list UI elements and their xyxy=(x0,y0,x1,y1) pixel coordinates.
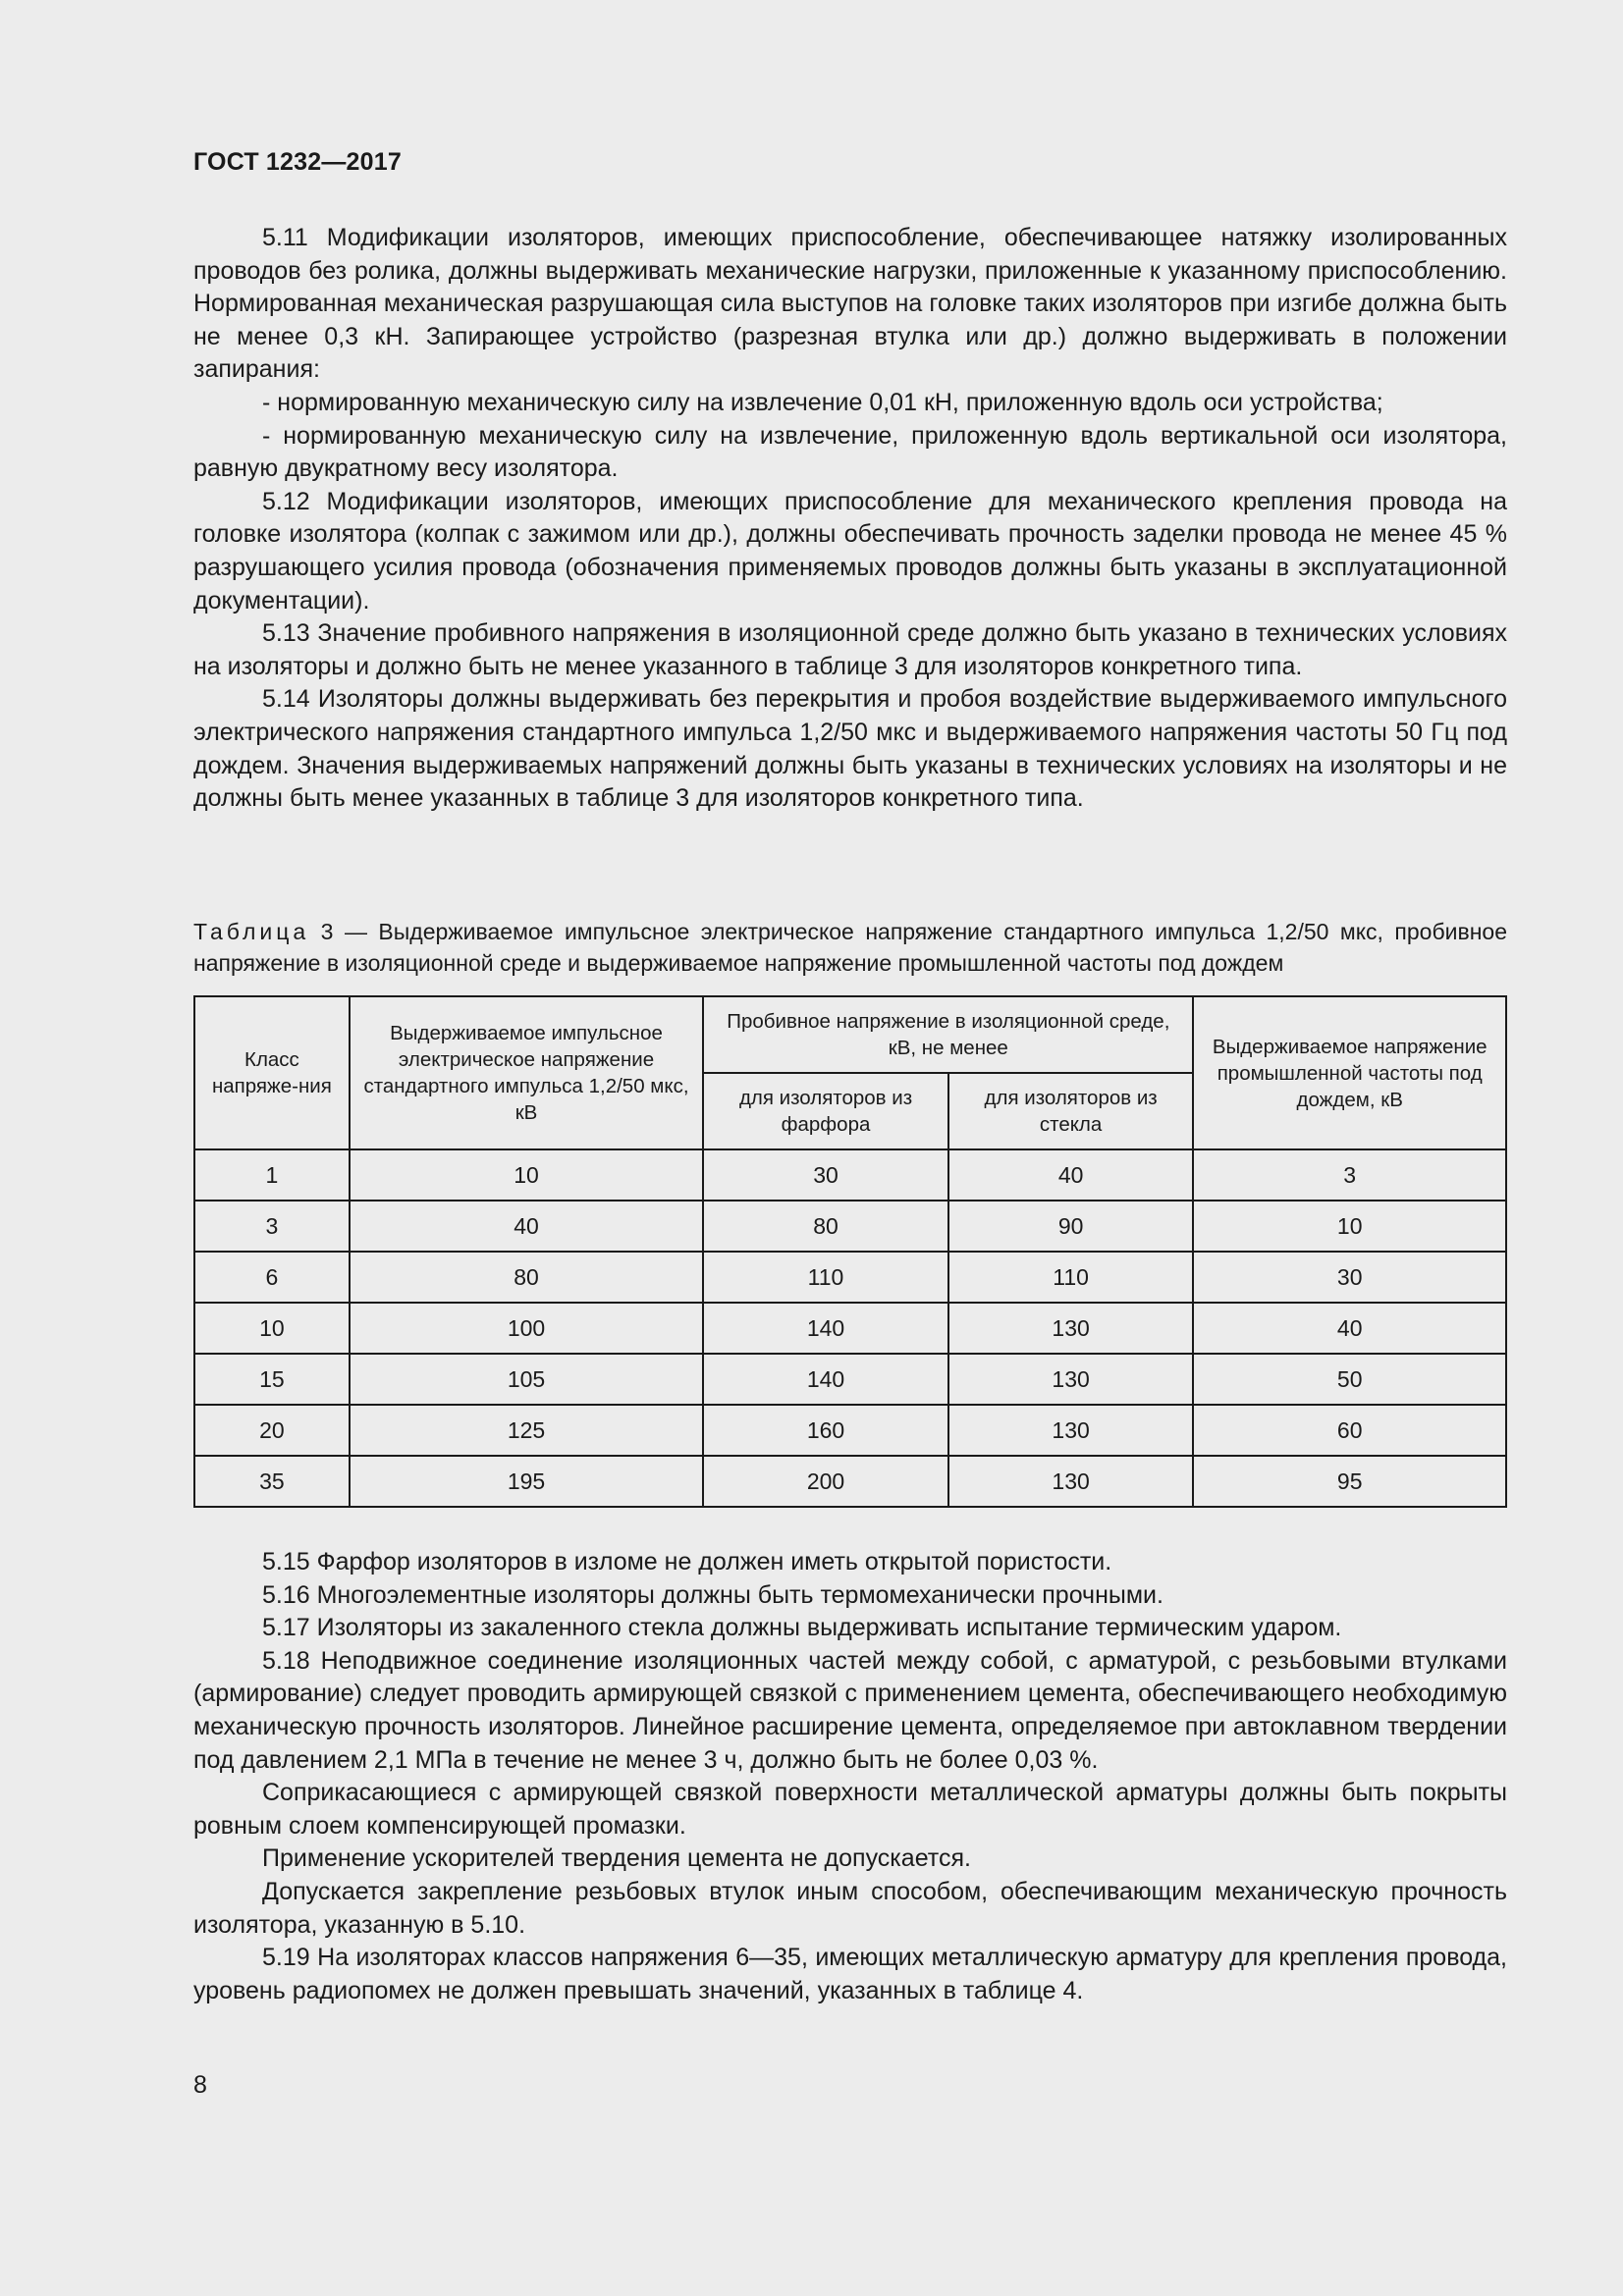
table-cell: 90 xyxy=(948,1201,1194,1252)
header-breakdown-voltage: Пробивное напряжение в изоляционной среде, кВ, не менее xyxy=(703,996,1193,1073)
list-item-dash: - нормированную механическую силу на извлечение 0,01 кН, приложенную вдоль оси устройства; xyxy=(262,388,1383,416)
table-cell: 130 xyxy=(948,1456,1194,1507)
paragraph-5-15: 5.15 Фарфор изоляторов в изломе не должен иметь открытой пористости. xyxy=(262,1548,1112,1575)
table-caption-label: Таблица xyxy=(193,919,310,944)
paragraph-5-17: 5.17 Изоляторы из закаленного стекла должны выдерживать испытание термическим ударом. xyxy=(262,1614,1342,1642)
table-cell: 80 xyxy=(350,1252,703,1303)
paragraph-5-14: 5.14 Изоляторы должны выдерживать без перекрытия и пробоя воздействие выдерживаемого импульсного электрического напряжения стандартного импульса 1,2/50 мкс и выдерживаемого напряжения частоты 50 Гц под дождем. Значения выдерживаемых напряжений должны быть указаны в технических условиях на изоляторы и не должны быть менее указанных в таблице 3 для изоляторов конкретного типа. xyxy=(193,685,1507,813)
paragraph-5-18-cont-3: Допускается закрепление резьбовых втулок иным способом, обеспечивающим механическую прочность изолятора, указанную в 5.10. xyxy=(193,1877,1507,1939)
table-row xyxy=(194,1405,1506,1456)
table-cell: 10 xyxy=(350,1149,703,1201)
paragraph-5-13: 5.13 Значение пробивного напряжения в изоляционной среде должно быть указано в технических условиях на изоляторы и должно быть не менее указанного в таблице 3 для изоляторов конкретного типа. xyxy=(193,619,1507,680)
voltage-table xyxy=(193,995,1507,1508)
table-cell: 40 xyxy=(350,1201,703,1252)
header-impulse-voltage: Выдерживаемое импульсное электрическое напряжение стандартного импульса 1,2/50 мкс, кВ xyxy=(350,996,703,1149)
table-cell: 80 xyxy=(703,1201,948,1252)
document-header: ГОСТ 1232—2017 xyxy=(193,148,402,176)
table-cell: 195 xyxy=(350,1456,703,1507)
table-cell: 130 xyxy=(948,1354,1194,1405)
table-cell: 3 xyxy=(1193,1149,1506,1201)
table-row xyxy=(194,1303,1506,1354)
table-cell: 30 xyxy=(703,1149,948,1201)
header-wet-withstand-voltage: Выдерживаемое напряжение промышленной частоты под дождем, кВ xyxy=(1193,996,1506,1149)
table-cell: 105 xyxy=(350,1354,703,1405)
paragraph-5-19: 5.19 На изоляторах классов напряжения 6—35, имеющих металлическую арматуру для крепления провода, уровень радиопомех не должен превышать значений, указанных в таблице 4. xyxy=(193,1944,1507,2004)
table-cell: 40 xyxy=(1193,1303,1506,1354)
table-cell: 130 xyxy=(948,1405,1194,1456)
table-cell: 1 xyxy=(194,1149,350,1201)
page-number: 8 xyxy=(193,2071,207,2099)
header-voltage-class: Класс напряже-ния xyxy=(194,996,350,1149)
table-row xyxy=(194,1201,1506,1252)
table-cell: 140 xyxy=(703,1303,948,1354)
table-cell: 30 xyxy=(1193,1252,1506,1303)
list-item-dash: - нормированную механическую силу на извлечение, приложенную вдоль вертикальной оси изолятора, равную двукратному весу изолятора. xyxy=(193,421,1507,483)
table-cell: 130 xyxy=(948,1303,1194,1354)
table-caption xyxy=(193,916,1507,979)
table-cell: 110 xyxy=(703,1252,948,1303)
table-cell: 20 xyxy=(194,1405,350,1456)
table-cell: 6 xyxy=(194,1252,350,1303)
paragraph-5-18: 5.18 Неподвижное соединение изоляционных частей между собой, с арматурой, с резьбовыми втулками (армирование) следует проводить армирующей связкой с применением цемента, обеспечивающего необходимую механическую прочность изоляторов. Линейное расширение цемента, определяемое при автоклавном твердении под давлением 2,1 МПа в течение не менее 3 ч, должно быть не более 0,03 %. xyxy=(193,1646,1507,1774)
header-porcelain: для изоляторов из фарфора xyxy=(703,1073,948,1149)
paragraph-5-16: 5.16 Многоэлементные изоляторы должны быть термомеханически прочными. xyxy=(262,1580,1163,1609)
table-cell: 60 xyxy=(1193,1405,1506,1456)
table-body xyxy=(194,1149,1506,1507)
paragraph-5-12: 5.12 Модификации изоляторов, имеющих приспособление для механического крепления провода на головке изолятора (колпак с зажимом или др.), должны обеспечивать прочность заделки провода не менее 45 % разрушающего усилия провода (обозначения применяемых проводов должны быть указаны в эксплуатационной документации). xyxy=(193,487,1507,614)
paragraph-5-11: 5.11 Модификации изоляторов, имеющих приспособление, обеспечивающее натяжку изолированных проводов без ролика, должны выдерживать механические нагрузки, приложенные к указанному приспособлению. Нормированная механическая разрушающая сила выступов на головке таких изоляторов при изгибе должна быть не менее 0,3 кН. Запирающее устройство (разрезная втулка или др.) должно выдерживать в положении запирания: xyxy=(193,224,1507,384)
text-block-top xyxy=(193,222,1507,816)
table-row xyxy=(194,1252,1506,1303)
table-row xyxy=(194,1456,1506,1507)
table-cell: 10 xyxy=(194,1303,350,1354)
table-cell: 100 xyxy=(350,1303,703,1354)
table-cell: 110 xyxy=(948,1252,1194,1303)
table-cell: 50 xyxy=(1193,1354,1506,1405)
paragraph-5-18-cont-2: Применение ускорителей твердения цемента не допускается. xyxy=(262,1844,971,1873)
paragraph-5-18-cont-1: Соприкасающиеся с армирующей связкой поверхности металлической арматуры должны быть покрыты ровным слоем компенсирующей промазки. xyxy=(193,1779,1507,1840)
table-cell: 140 xyxy=(703,1354,948,1405)
table-cell: 10 xyxy=(1193,1201,1506,1252)
text-block-bottom xyxy=(193,1546,1507,2007)
table-row xyxy=(194,1354,1506,1405)
table-cell: 200 xyxy=(703,1456,948,1507)
table-cell: 35 xyxy=(194,1456,350,1507)
table-cell: 160 xyxy=(703,1405,948,1456)
table-cell: 15 xyxy=(194,1354,350,1405)
table-cell: 3 xyxy=(194,1201,350,1252)
table-caption-text: 3 — Выдерживаемое импульсное электрическое напряжение стандартного импульса 1,2/50 мкс, пробивное напряжение в изоляционной среде и выдерживаемое напряжение промышленной частоты под дождем xyxy=(193,919,1507,976)
table-cell: 95 xyxy=(1193,1456,1506,1507)
table-row xyxy=(194,1149,1506,1201)
header-glass: для изоляторов из стекла xyxy=(948,1073,1194,1149)
table-cell: 125 xyxy=(350,1405,703,1456)
table-cell: 40 xyxy=(948,1149,1194,1201)
